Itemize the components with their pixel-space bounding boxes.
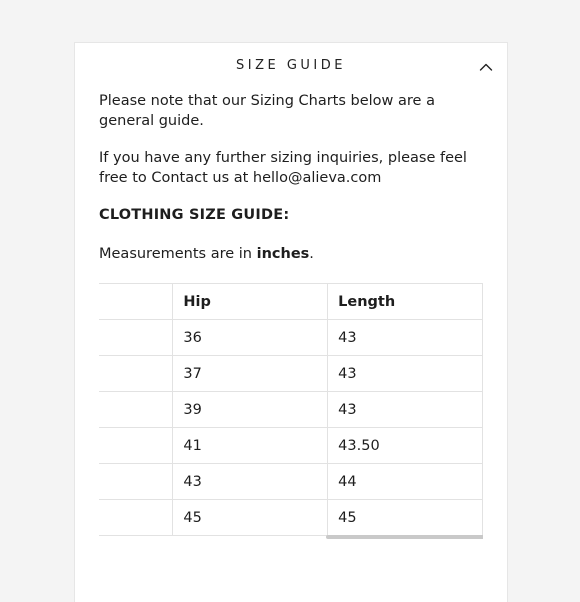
table-row xyxy=(99,392,483,428)
table-cell xyxy=(99,428,173,464)
units-prefix: Measurements are in xyxy=(99,246,257,262)
section-heading: CLOTHING SIZE GUIDE: xyxy=(99,207,290,223)
table-cell xyxy=(99,320,173,356)
table-row xyxy=(99,356,483,392)
table-cell-length: 43.50 xyxy=(328,428,483,464)
table-header-row xyxy=(99,284,483,320)
table-cell xyxy=(99,500,173,536)
size-table-scroll-area[interactable] xyxy=(99,283,483,541)
size-table xyxy=(99,283,483,536)
contact-text: If you have any further sizing inquiries, please feel free to Contact us at hello@alieva.com xyxy=(99,150,467,186)
table-cell xyxy=(99,392,173,428)
table-row xyxy=(99,464,483,500)
table-cell-hip: 39 xyxy=(173,392,328,428)
column-header xyxy=(99,284,173,320)
units-suffix: . xyxy=(309,246,314,262)
table-row xyxy=(99,428,483,464)
intro-text: Please note that our Sizing Charts below are a general guide. xyxy=(99,93,435,129)
table-cell-length: 43 xyxy=(328,320,483,356)
table-cell xyxy=(99,464,173,500)
size-guide-header[interactable] xyxy=(75,43,507,89)
table-row xyxy=(99,320,483,356)
column-header-hip: Hip xyxy=(173,284,328,320)
table-cell-hip: 36 xyxy=(173,320,328,356)
table-cell-hip: 45 xyxy=(173,500,328,536)
units-value: inches xyxy=(256,246,310,262)
table-cell xyxy=(99,356,173,392)
column-header-length: Length xyxy=(328,284,483,320)
table-cell-hip: 43 xyxy=(173,464,328,500)
table-cell-hip: 41 xyxy=(173,428,328,464)
table-cell-length: 45 xyxy=(328,500,483,536)
size-guide-panel xyxy=(74,42,508,602)
table-cell-length: 44 xyxy=(328,464,483,500)
units-note xyxy=(99,244,483,264)
horizontal-scrollbar[interactable] xyxy=(326,535,483,539)
chevron-up-icon[interactable] xyxy=(479,60,493,74)
table-cell-hip: 37 xyxy=(173,356,328,392)
table-cell-length: 43 xyxy=(328,356,483,392)
size-guide-title: SIZE GUIDE xyxy=(236,58,346,73)
table-cell-length: 43 xyxy=(328,392,483,428)
table-row xyxy=(99,500,483,536)
